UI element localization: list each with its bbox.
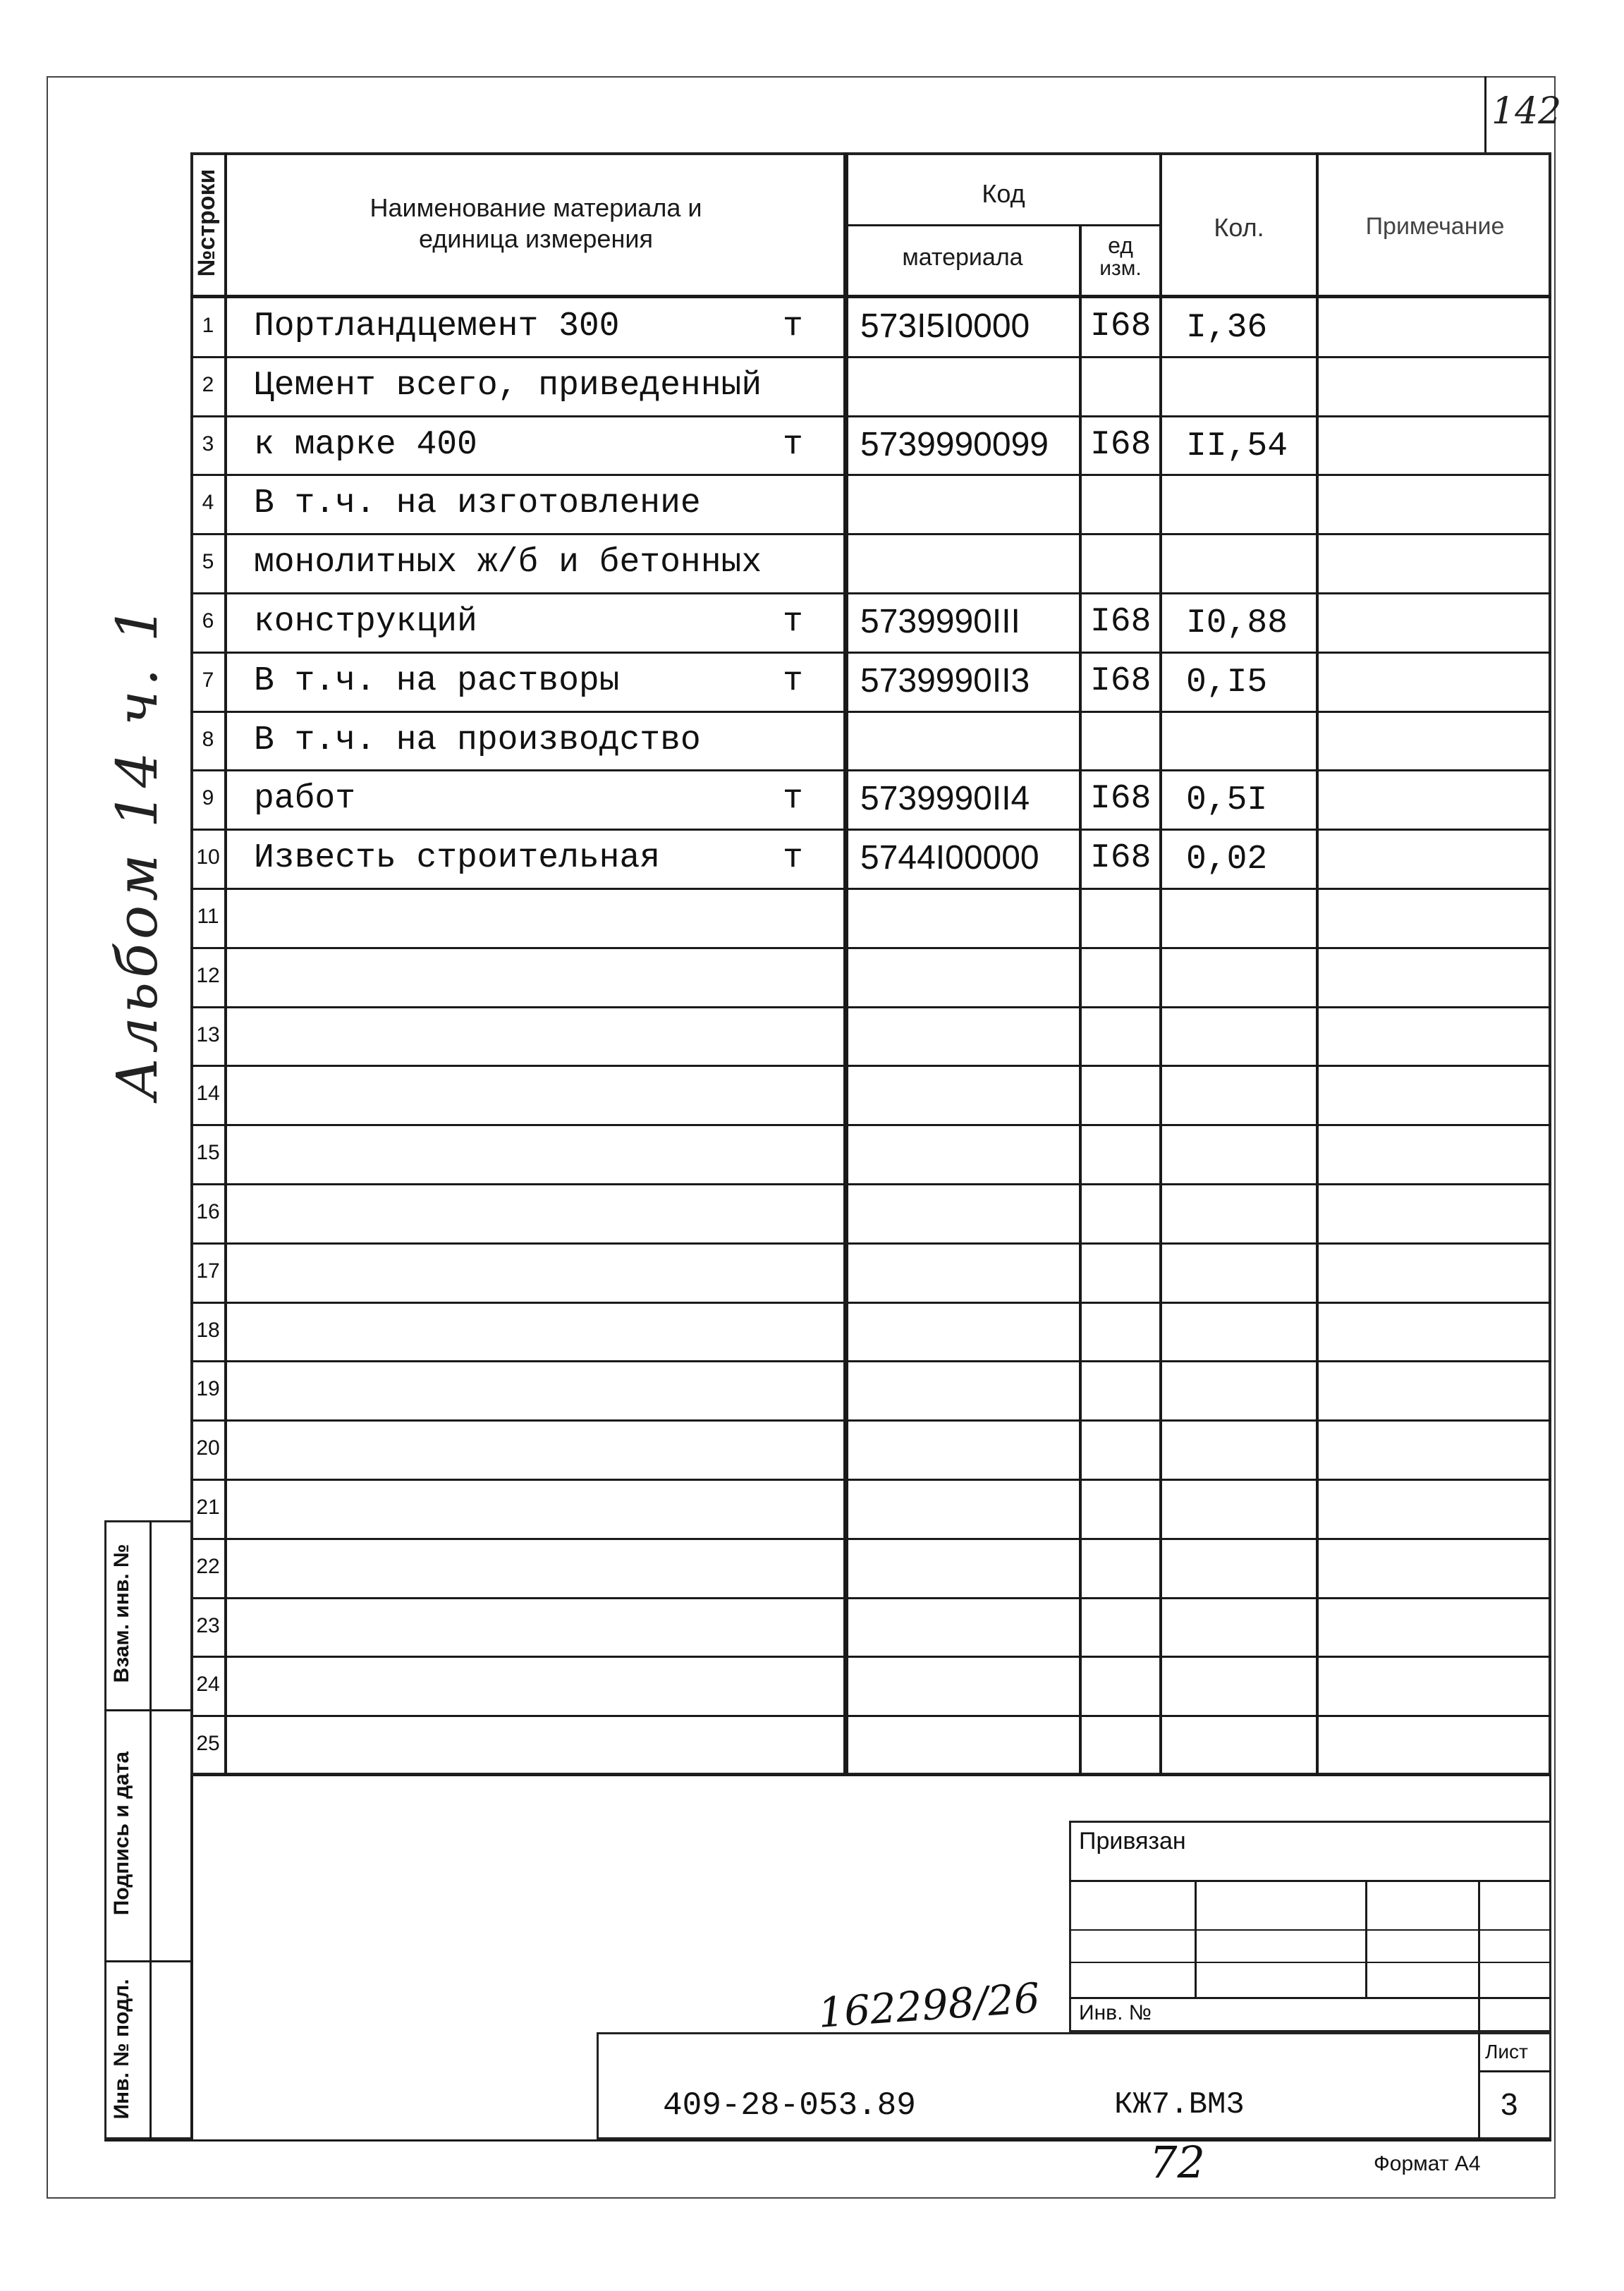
header-code-unit-1: ед bbox=[1108, 233, 1133, 258]
header-code-split bbox=[843, 224, 1161, 226]
table-row bbox=[0, 830, 1624, 889]
table-row bbox=[0, 948, 1624, 1008]
row-number: 11 bbox=[197, 905, 219, 928]
material-unit: т bbox=[783, 307, 803, 346]
material-code: 5739990II3 bbox=[860, 662, 1030, 699]
table-row bbox=[0, 1599, 1624, 1658]
quantity: I,36 bbox=[1186, 309, 1268, 347]
row-number: 9 bbox=[202, 786, 214, 810]
privyazan-col3 bbox=[1478, 1880, 1480, 2032]
header-qty: Кол. bbox=[1214, 213, 1264, 242]
material-unit: т bbox=[783, 426, 803, 464]
unit-code: I68 bbox=[1090, 662, 1152, 700]
row-number: 25 bbox=[196, 1732, 220, 1755]
material-name: к марке 400 bbox=[254, 426, 477, 464]
material-code: 5739990III bbox=[860, 603, 1020, 640]
table-row bbox=[0, 653, 1624, 712]
unit-code: I68 bbox=[1090, 839, 1152, 877]
row-number: 15 bbox=[196, 1141, 220, 1164]
row-number: 1 bbox=[202, 314, 214, 337]
row-number: 17 bbox=[196, 1259, 220, 1283]
quantity: I0,88 bbox=[1186, 604, 1288, 642]
list-number: 3 bbox=[1501, 2087, 1518, 2122]
privyazan-label: Привязан bbox=[1079, 1828, 1186, 1855]
table-row bbox=[0, 594, 1624, 653]
handwritten-number: 162298/26 bbox=[817, 1974, 1042, 2037]
header-code-material: материала bbox=[902, 244, 1023, 271]
row-number: 22 bbox=[196, 1555, 220, 1578]
table-row bbox=[0, 1480, 1624, 1539]
quantity: 0,5I bbox=[1186, 781, 1268, 819]
row-number: 4 bbox=[202, 491, 214, 514]
table-row bbox=[0, 1421, 1624, 1480]
unit-code: I68 bbox=[1090, 307, 1152, 346]
material-unit: т bbox=[783, 839, 803, 877]
material-name: Цемент всего, приведенный bbox=[254, 367, 762, 405]
side-stamp-vzam-inv: Взам. инв. № bbox=[110, 1544, 133, 1683]
table-row bbox=[0, 534, 1624, 594]
handwritten-page-number: 72 bbox=[1149, 2137, 1205, 2188]
row-number: 19 bbox=[196, 1377, 220, 1400]
material-name: В т.ч. на производство bbox=[254, 721, 701, 759]
material-code: 5739990099 bbox=[860, 426, 1049, 463]
quantity: 0,02 bbox=[1186, 841, 1268, 879]
header-row-no: №строки bbox=[193, 169, 220, 277]
material-name: работ bbox=[254, 780, 356, 818]
table-row bbox=[0, 889, 1624, 948]
row-number: 10 bbox=[196, 845, 220, 869]
table-row bbox=[0, 1657, 1624, 1716]
material-unit: т bbox=[783, 780, 803, 818]
table-row bbox=[0, 712, 1624, 771]
row-number: 21 bbox=[196, 1496, 220, 1519]
material-code: 5744I00000 bbox=[860, 839, 1039, 876]
side-stamp-divider bbox=[149, 1520, 152, 2139]
row-number: 23 bbox=[196, 1614, 220, 1637]
privyazan-col2 bbox=[1365, 1880, 1367, 1997]
row-number: 14 bbox=[196, 1082, 220, 1105]
table-row bbox=[0, 1066, 1624, 1125]
table-row bbox=[0, 1008, 1624, 1067]
header-code: Код bbox=[982, 179, 1025, 208]
unit-code: I68 bbox=[1090, 780, 1152, 818]
header-code-unit-2: изм. bbox=[1099, 257, 1142, 280]
designation-list-col bbox=[1478, 2032, 1480, 2139]
material-name: конструкций bbox=[254, 603, 477, 641]
table-row bbox=[0, 1185, 1624, 1244]
row-number: 12 bbox=[196, 964, 220, 987]
row-number: 13 bbox=[196, 1023, 220, 1046]
document-code: КЖ7.ВМ3 bbox=[1114, 2087, 1245, 2122]
inv-no-label: Инв. № bbox=[1079, 2001, 1152, 2024]
table-row bbox=[0, 358, 1624, 417]
sheet-corner-number: 142 bbox=[1491, 90, 1562, 133]
material-name: В т.ч. на изготовление bbox=[254, 484, 701, 523]
row-number: 16 bbox=[196, 1200, 220, 1223]
corner-divider bbox=[1484, 76, 1486, 152]
table-row bbox=[0, 1303, 1624, 1362]
table-row bbox=[0, 771, 1624, 830]
table-row bbox=[0, 1362, 1624, 1421]
row-number: 24 bbox=[196, 1673, 220, 1696]
material-name: Портландцемент 300 bbox=[254, 307, 620, 346]
unit-code: I68 bbox=[1090, 603, 1152, 641]
header-note: Примечание bbox=[1365, 213, 1505, 240]
unit-code: I68 bbox=[1090, 426, 1152, 464]
bottom-line bbox=[104, 2139, 1551, 2142]
format-label: Формат А4 bbox=[1374, 2152, 1481, 2175]
bottom-left-line bbox=[190, 1776, 193, 2139]
side-stamp-sep1 bbox=[104, 1709, 193, 1711]
row-number: 7 bbox=[202, 668, 214, 692]
header-name-line1: Наименование материала и bbox=[370, 193, 702, 222]
table-row bbox=[0, 1539, 1624, 1599]
material-name: В т.ч. на растворы bbox=[254, 662, 620, 700]
table-row bbox=[0, 475, 1624, 534]
material-name: Известь строительная bbox=[254, 839, 661, 877]
material-unit: т bbox=[783, 603, 803, 641]
designation-list-split bbox=[1478, 2070, 1551, 2072]
row-number: 6 bbox=[202, 609, 214, 633]
row-number: 18 bbox=[196, 1319, 220, 1342]
row-number: 8 bbox=[202, 728, 214, 751]
material-code: 5739990II4 bbox=[860, 780, 1030, 817]
row-number: 20 bbox=[196, 1436, 220, 1460]
material-name: монолитных ж/б и бетонных bbox=[254, 544, 762, 582]
row-number: 3 bbox=[202, 432, 214, 456]
side-stamp-inv-podl: Инв. № подл. bbox=[110, 1979, 133, 2120]
designation-code: 409-28-053.89 bbox=[663, 2087, 916, 2124]
material-unit: т bbox=[783, 662, 803, 700]
quantity: 0,I5 bbox=[1186, 664, 1268, 702]
side-stamp-sep2 bbox=[104, 1960, 193, 1962]
table-row bbox=[0, 1716, 1624, 1776]
table-row bbox=[0, 1244, 1624, 1303]
material-code: 573I5I0000 bbox=[860, 307, 1030, 345]
table-row bbox=[0, 417, 1624, 476]
privyazan-col1 bbox=[1195, 1880, 1197, 1997]
side-stamp-podpis-data: Подпись и дата bbox=[110, 1751, 133, 1916]
header-name-line2: единица измерения bbox=[419, 224, 653, 253]
quantity: II,54 bbox=[1186, 427, 1288, 465]
list-label: Лист bbox=[1485, 2041, 1528, 2063]
table-row bbox=[0, 298, 1624, 358]
side-handwriting: Альбом 14 ч. 1 bbox=[104, 601, 170, 1100]
table-row bbox=[0, 1125, 1624, 1185]
row-number: 5 bbox=[202, 550, 214, 573]
row-number: 2 bbox=[202, 373, 214, 396]
